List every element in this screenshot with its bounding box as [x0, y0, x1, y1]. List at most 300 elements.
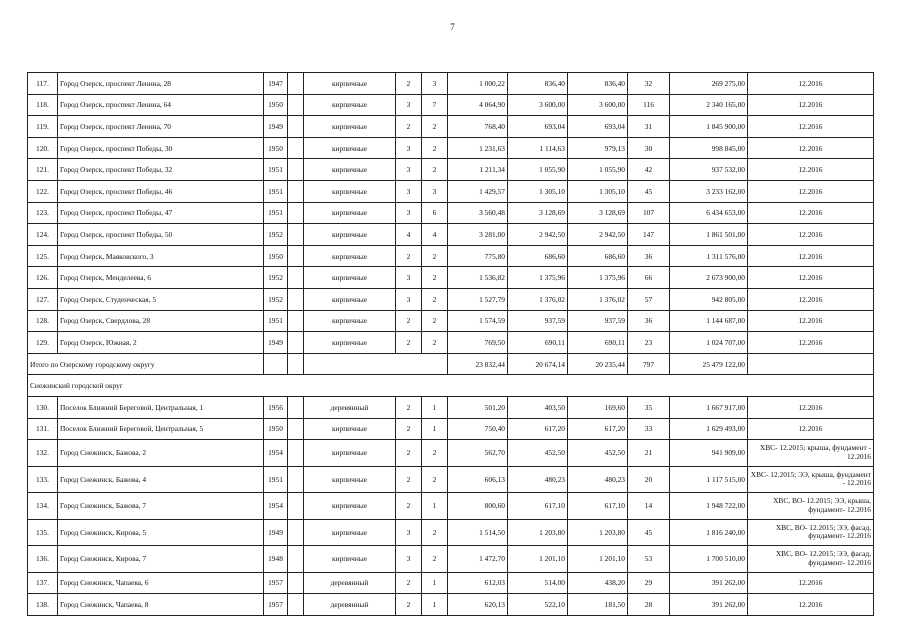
total-area-cell: 1 536,82 [448, 267, 508, 289]
repair-cost-cell: 1 144 687,00 [670, 310, 748, 332]
page-number: 7 [450, 22, 455, 32]
entrances-cell: 2 [422, 332, 448, 354]
row-number-cell: 126. [28, 267, 58, 289]
floors-cell: 2 [396, 572, 422, 594]
row-number-cell: 125. [28, 245, 58, 267]
year-cell: 1954 [264, 440, 288, 467]
address-cell: Город Озерск, Южная, 2 [58, 332, 264, 354]
houses-table [27, 72, 874, 616]
entrances-cell: 1 [422, 572, 448, 594]
year-cell: 1950 [264, 137, 288, 159]
table-row [28, 137, 874, 159]
empty-cell [288, 94, 304, 116]
wall-material-cell: кирпичные [304, 332, 396, 354]
repair-term-cell: ХВС- 12.2015; ЭЭ, крыша, фундамент - 12.2016 [748, 466, 874, 493]
total-area-cell: 1 472,70 [448, 546, 508, 573]
year-cell: 1951 [264, 159, 288, 181]
living-area-cell: 1 114,63 [508, 137, 568, 159]
repair-term-cell: ХВС- 12.2015; крыша, фундамент - 12.2016 [748, 440, 874, 467]
address-cell: Город Озерск, проспект Ленина, 70 [58, 116, 264, 138]
wall-material-cell: кирпичные [304, 73, 396, 95]
address-cell: Город Снежинск, Кирова, 5 [58, 519, 264, 546]
row-number-cell: 136. [28, 546, 58, 573]
living-area-cell: 686,60 [508, 245, 568, 267]
entrances-cell: 3 [422, 180, 448, 202]
address-cell: Город Озерск, проспект Победы, 50 [58, 224, 264, 246]
repair-term-cell: 12.2016 [748, 245, 874, 267]
empty-cell [748, 353, 874, 375]
repair-cost-cell: 1 845 900,00 [670, 116, 748, 138]
repair-term-cell: 12.2016 [748, 137, 874, 159]
residents-cell: 28 [628, 594, 670, 616]
row-number-cell: 123. [28, 202, 58, 224]
total-area-cell: 750,40 [448, 418, 508, 440]
total-area-cell: 1 527,79 [448, 288, 508, 310]
row-number-cell: 128. [28, 310, 58, 332]
address-cell: Город Озерск, Менделеева, 6 [58, 267, 264, 289]
address-cell: Город Снежинск, Бажова, 4 [58, 466, 264, 493]
repair-term-cell: 12.2016 [748, 73, 874, 95]
repair-term-cell: 12.2016 [748, 116, 874, 138]
year-cell: 1954 [264, 493, 288, 520]
address-cell: Город Озерск, Студенческая, 5 [58, 288, 264, 310]
table-row [28, 159, 874, 181]
total-area-cell: 1 514,50 [448, 519, 508, 546]
address-cell: Город Озерск, проспект Победы, 46 [58, 180, 264, 202]
living-area-cell: 522,10 [508, 594, 568, 616]
repair-cost-cell: 3 233 162,00 [670, 180, 748, 202]
address-cell: Поселок Ближний Береговой, Центральная, 5 [58, 418, 264, 440]
row-number-cell: 132. [28, 440, 58, 467]
entrances-cell: 3 [422, 73, 448, 95]
repair-term-cell: 12.2016 [748, 418, 874, 440]
wall-material-cell: кирпичные [304, 180, 396, 202]
empty-cell [288, 159, 304, 181]
row-number-cell: 121. [28, 159, 58, 181]
total-label-cell: Итого по Озерскому городскому округу [28, 353, 264, 375]
private-area-cell: 617,10 [568, 493, 628, 520]
section-row [28, 375, 874, 397]
repair-term-cell: 12.2016 [748, 332, 874, 354]
private-area-cell: 686,60 [568, 245, 628, 267]
residents-cell: 31 [628, 116, 670, 138]
wall-material-cell: кирпичные [304, 224, 396, 246]
residents-cell: 107 [628, 202, 670, 224]
wall-material-cell: кирпичные [304, 310, 396, 332]
address-cell: Город Снежинск, Бажова, 7 [58, 493, 264, 520]
row-number-cell: 118. [28, 94, 58, 116]
empty-cell [264, 353, 288, 375]
repair-cost-cell: 269 275,00 [670, 73, 748, 95]
row-number-cell: 137. [28, 572, 58, 594]
entrances-cell: 2 [422, 267, 448, 289]
floors-cell: 2 [396, 73, 422, 95]
floors-cell: 3 [396, 137, 422, 159]
repair-term-cell: 12.2016 [748, 572, 874, 594]
entrances-cell: 2 [422, 466, 448, 493]
address-cell: Город Озерск, проспект Ленина, 28 [58, 73, 264, 95]
total-residents-cell: 797 [628, 353, 670, 375]
living-area-cell: 937,59 [508, 310, 568, 332]
empty-cell [288, 267, 304, 289]
empty-cell [288, 332, 304, 354]
floors-cell: 3 [396, 159, 422, 181]
residents-cell: 14 [628, 493, 670, 520]
year-cell: 1949 [264, 116, 288, 138]
repair-cost-cell: 942 805,00 [670, 288, 748, 310]
empty-cell [288, 546, 304, 573]
table-row [28, 546, 874, 573]
residents-cell: 57 [628, 288, 670, 310]
empty-cell [288, 137, 304, 159]
empty-cell [288, 224, 304, 246]
repair-cost-cell: 998 845,00 [670, 137, 748, 159]
row-number-cell: 122. [28, 180, 58, 202]
floors-cell: 3 [396, 288, 422, 310]
wall-material-cell: деревянный [304, 396, 396, 418]
private-area-cell: 836,40 [568, 73, 628, 95]
residents-cell: 53 [628, 546, 670, 573]
address-cell: Поселок Ближний Береговой, Центральная, 1 [58, 396, 264, 418]
section-title: Снежинский городской округ [28, 375, 874, 397]
total-area-cell: 1 429,57 [448, 180, 508, 202]
entrances-cell: 1 [422, 396, 448, 418]
year-cell: 1956 [264, 396, 288, 418]
empty-cell [288, 116, 304, 138]
private-area-cell: 169,60 [568, 396, 628, 418]
residents-cell: 45 [628, 519, 670, 546]
floors-cell: 2 [396, 418, 422, 440]
year-cell: 1950 [264, 94, 288, 116]
wall-material-cell: кирпичные [304, 546, 396, 573]
total-area-cell: 606,13 [448, 466, 508, 493]
empty-cell [288, 493, 304, 520]
wall-material-cell: кирпичные [304, 137, 396, 159]
residents-cell: 33 [628, 418, 670, 440]
repair-term-cell: 12.2016 [748, 396, 874, 418]
table-row [28, 224, 874, 246]
table-row [28, 94, 874, 116]
empty-cell [288, 594, 304, 616]
table-row [28, 73, 874, 95]
living-area-cell: 1 201,10 [508, 546, 568, 573]
table-row [28, 332, 874, 354]
entrances-cell: 2 [422, 288, 448, 310]
entrances-cell: 2 [422, 519, 448, 546]
living-area-cell: 693,04 [508, 116, 568, 138]
total-row [28, 353, 874, 375]
private-area-cell: 452,50 [568, 440, 628, 467]
empty-cell [288, 440, 304, 467]
wall-material-cell: деревянный [304, 594, 396, 616]
total-area-cell: 4 064,90 [448, 94, 508, 116]
entrances-cell: 1 [422, 493, 448, 520]
empty-cell [288, 466, 304, 493]
row-number-cell: 135. [28, 519, 58, 546]
wall-material-cell: кирпичные [304, 94, 396, 116]
repair-cost-cell: 1 311 576,00 [670, 245, 748, 267]
residents-cell: 35 [628, 396, 670, 418]
repair-cost-cell: 1 117 515,00 [670, 466, 748, 493]
address-cell: Город Снежинск, Чапаева, 8 [58, 594, 264, 616]
wall-material-cell: кирпичные [304, 159, 396, 181]
floors-cell: 3 [396, 267, 422, 289]
total-area-cell: 1 211,34 [448, 159, 508, 181]
table-row [28, 310, 874, 332]
private-area-cell: 1 055,90 [568, 159, 628, 181]
row-number-cell: 131. [28, 418, 58, 440]
row-number-cell: 129. [28, 332, 58, 354]
floors-cell: 2 [396, 245, 422, 267]
repair-cost-cell: 1 629 493,00 [670, 418, 748, 440]
address-cell: Город Озерск, проспект Ленина, 64 [58, 94, 264, 116]
repair-cost-cell: 6 434 653,00 [670, 202, 748, 224]
entrances-cell: 2 [422, 245, 448, 267]
address-cell: Город Снежинск, Кирова, 7 [58, 546, 264, 573]
repair-cost-cell: 2 673 900,00 [670, 267, 748, 289]
repair-term-cell: ХВС, ВО- 12.2015; ЭЭ, фасад, фундамент- 12.2016 [748, 546, 874, 573]
entrances-cell: 2 [422, 116, 448, 138]
residents-cell: 42 [628, 159, 670, 181]
repair-cost-cell: 1 024 707,00 [670, 332, 748, 354]
living-area-cell: 514,00 [508, 572, 568, 594]
wall-material-cell: кирпичные [304, 245, 396, 267]
private-area-cell: 3 600,00 [568, 94, 628, 116]
row-number-cell: 134. [28, 493, 58, 520]
living-area-cell: 617,10 [508, 493, 568, 520]
table-row [28, 519, 874, 546]
wall-material-cell: кирпичные [304, 418, 396, 440]
wall-material-cell: кирпичные [304, 288, 396, 310]
living-area-cell: 403,50 [508, 396, 568, 418]
table-row [28, 396, 874, 418]
wall-material-cell: кирпичные [304, 116, 396, 138]
living-area-cell: 1 375,96 [508, 267, 568, 289]
living-area-cell: 3 600,00 [508, 94, 568, 116]
total-private-area-cell: 20 235,44 [568, 353, 628, 375]
floors-cell: 3 [396, 546, 422, 573]
floors-cell: 3 [396, 202, 422, 224]
repair-term-cell: 12.2016 [748, 594, 874, 616]
repair-term-cell: ХВС, ВО- 12.2015; ЭЭ, фасад, фундамент- 12.2016 [748, 519, 874, 546]
year-cell: 1950 [264, 418, 288, 440]
total-area-cell: 768,40 [448, 116, 508, 138]
total-area-cell: 620,13 [448, 594, 508, 616]
empty-cell [288, 418, 304, 440]
year-cell: 1951 [264, 310, 288, 332]
living-area-cell: 3 128,69 [508, 202, 568, 224]
empty-cell [288, 180, 304, 202]
living-area-cell: 480,23 [508, 466, 568, 493]
entrances-cell: 2 [422, 546, 448, 573]
row-number-cell: 119. [28, 116, 58, 138]
year-cell: 1957 [264, 594, 288, 616]
floors-cell: 4 [396, 224, 422, 246]
total-area-cell: 23 832,44 [448, 353, 508, 375]
living-area-cell: 452,50 [508, 440, 568, 467]
empty-cell [288, 73, 304, 95]
wall-material-cell: кирпичные [304, 202, 396, 224]
year-cell: 1948 [264, 546, 288, 573]
repair-cost-cell: 391 262,00 [670, 594, 748, 616]
total-area-cell: 800,60 [448, 493, 508, 520]
total-area-cell: 3 281,00 [448, 224, 508, 246]
row-number-cell: 120. [28, 137, 58, 159]
empty-cell [288, 353, 304, 375]
wall-material-cell: кирпичные [304, 267, 396, 289]
year-cell: 1951 [264, 202, 288, 224]
row-number-cell: 133. [28, 466, 58, 493]
private-area-cell: 937,59 [568, 310, 628, 332]
residents-cell: 30 [628, 137, 670, 159]
living-area-cell: 2 942,50 [508, 224, 568, 246]
repair-term-cell: ХВС, ВО- 12.2015; ЭЭ, крыша, фундамент- 12.2016 [748, 493, 874, 520]
total-area-cell: 3 560,48 [448, 202, 508, 224]
entrances-cell: 2 [422, 137, 448, 159]
year-cell: 1950 [264, 245, 288, 267]
private-area-cell: 979,13 [568, 137, 628, 159]
floors-cell: 2 [396, 466, 422, 493]
table-row [28, 493, 874, 520]
private-area-cell: 1 201,10 [568, 546, 628, 573]
total-area-cell: 562,70 [448, 440, 508, 467]
total-area-cell: 1 574,59 [448, 310, 508, 332]
wall-material-cell: кирпичные [304, 466, 396, 493]
floors-cell: 2 [396, 440, 422, 467]
total-area-cell: 769,50 [448, 332, 508, 354]
address-cell: Город Снежинск, Бажова, 2 [58, 440, 264, 467]
residents-cell: 21 [628, 440, 670, 467]
entrances-cell: 2 [422, 159, 448, 181]
repair-cost-cell: 2 340 165,00 [670, 94, 748, 116]
address-cell: Город Озерск, проспект Победы, 30 [58, 137, 264, 159]
floors-cell: 2 [396, 332, 422, 354]
table-row [28, 245, 874, 267]
row-number-cell: 130. [28, 396, 58, 418]
entrances-cell: 4 [422, 224, 448, 246]
private-area-cell: 480,23 [568, 466, 628, 493]
entrances-cell: 6 [422, 202, 448, 224]
repair-term-cell: 12.2016 [748, 224, 874, 246]
wall-material-cell: деревянный [304, 572, 396, 594]
repair-term-cell: 12.2016 [748, 310, 874, 332]
repair-cost-cell: 941 909,00 [670, 440, 748, 467]
wall-material-cell: кирпичные [304, 440, 396, 467]
year-cell: 1951 [264, 180, 288, 202]
empty-cell [288, 396, 304, 418]
repair-cost-cell: 1 816 240,00 [670, 519, 748, 546]
empty-cell [288, 202, 304, 224]
private-area-cell: 3 128,69 [568, 202, 628, 224]
repair-cost-cell: 1 667 917,00 [670, 396, 748, 418]
private-area-cell: 1 376,02 [568, 288, 628, 310]
living-area-cell: 690,11 [508, 332, 568, 354]
table-row [28, 202, 874, 224]
address-cell: Город Озерск, Свердлова, 28 [58, 310, 264, 332]
private-area-cell: 693,04 [568, 116, 628, 138]
repair-term-cell: 12.2016 [748, 94, 874, 116]
living-area-cell: 1 055,90 [508, 159, 568, 181]
living-area-cell: 617,20 [508, 418, 568, 440]
repair-term-cell: 12.2016 [748, 288, 874, 310]
empty-cell [288, 310, 304, 332]
repair-cost-cell: 1 700 510,00 [670, 546, 748, 573]
floors-cell: 3 [396, 94, 422, 116]
private-area-cell: 2 942,50 [568, 224, 628, 246]
empty-cell [288, 572, 304, 594]
row-number-cell: 124. [28, 224, 58, 246]
living-area-cell: 1 203,80 [508, 519, 568, 546]
repair-term-cell: 12.2016 [748, 159, 874, 181]
wall-material-cell: кирпичные [304, 493, 396, 520]
table-row [28, 116, 874, 138]
empty-cell [304, 353, 448, 375]
total-area-cell: 612,03 [448, 572, 508, 594]
repair-cost-cell: 1 861 501,00 [670, 224, 748, 246]
residents-cell: 32 [628, 73, 670, 95]
total-area-cell: 1 231,63 [448, 137, 508, 159]
residents-cell: 116 [628, 94, 670, 116]
table-row [28, 594, 874, 616]
private-area-cell: 617,20 [568, 418, 628, 440]
residents-cell: 147 [628, 224, 670, 246]
repair-term-cell: 12.2016 [748, 180, 874, 202]
floors-cell: 3 [396, 180, 422, 202]
private-area-cell: 1 375,96 [568, 267, 628, 289]
total-area-cell: 501,20 [448, 396, 508, 418]
address-cell: Город Озерск, Маяковского, 3 [58, 245, 264, 267]
floors-cell: 2 [396, 116, 422, 138]
year-cell: 1951 [264, 466, 288, 493]
empty-cell [288, 288, 304, 310]
entrances-cell: 2 [422, 440, 448, 467]
living-area-cell: 1 305,10 [508, 180, 568, 202]
private-area-cell: 181,50 [568, 594, 628, 616]
repair-cost-cell: 1 948 722,00 [670, 493, 748, 520]
total-repair-cost-cell: 25 479 122,00 [670, 353, 748, 375]
address-cell: Город Снежинск, Чапаева, 6 [58, 572, 264, 594]
table-row [28, 440, 874, 467]
total-area-cell: 775,80 [448, 245, 508, 267]
total-area-cell: 1 000,22 [448, 73, 508, 95]
repair-term-cell: 12.2016 [748, 267, 874, 289]
table-row [28, 288, 874, 310]
entrances-cell: 7 [422, 94, 448, 116]
year-cell: 1952 [264, 267, 288, 289]
total-living-area-cell: 20 674,14 [508, 353, 568, 375]
row-number-cell: 138. [28, 594, 58, 616]
floors-cell: 2 [396, 493, 422, 520]
year-cell: 1957 [264, 572, 288, 594]
residents-cell: 66 [628, 267, 670, 289]
entrances-cell: 1 [422, 418, 448, 440]
entrances-cell: 1 [422, 594, 448, 616]
private-area-cell: 438,20 [568, 572, 628, 594]
table-row [28, 466, 874, 493]
residents-cell: 29 [628, 572, 670, 594]
living-area-cell: 1 376,02 [508, 288, 568, 310]
repair-term-cell: 12.2016 [748, 202, 874, 224]
residents-cell: 23 [628, 332, 670, 354]
repair-cost-cell: 391 262,00 [670, 572, 748, 594]
residents-cell: 36 [628, 310, 670, 332]
entrances-cell: 2 [422, 310, 448, 332]
residents-cell: 20 [628, 466, 670, 493]
address-cell: Город Озерск, проспект Победы, 47 [58, 202, 264, 224]
year-cell: 1949 [264, 332, 288, 354]
private-area-cell: 1 203,80 [568, 519, 628, 546]
year-cell: 1952 [264, 288, 288, 310]
